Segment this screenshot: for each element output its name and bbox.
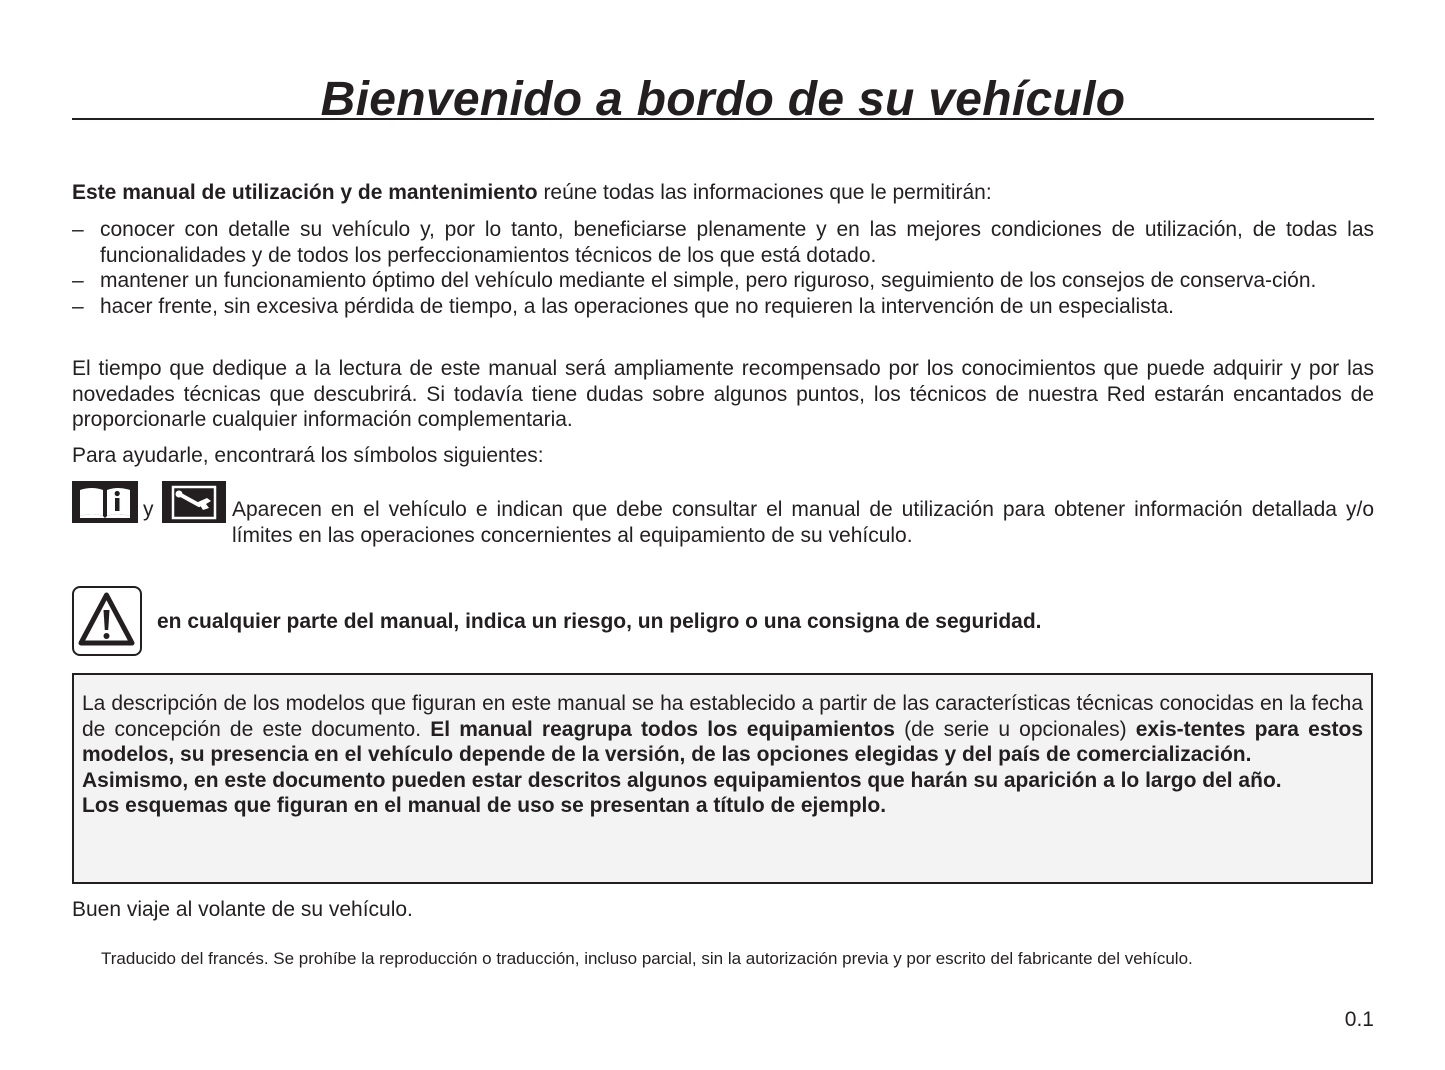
closing-line: Buen viaje al volante de su vehículo.: [72, 898, 413, 921]
notice-p1-paren: (de serie u opcionales): [894, 717, 1136, 741]
list-item: – conocer con detalle su vehículo y, por lo tanto, beneficiarse plenamente y en las mejores condiciones de utilización, de todas las funcionalidades y de todos los perfeccionamientos técnicos de los que está dotado.: [72, 217, 1374, 268]
list-item: – hacer frente, sin excesiva pérdida de tiempo, a las operaciones que no requieren la intervención de un especialista.: [72, 294, 1374, 320]
intro-bold: Este manual de utilización y de mantenimiento: [72, 181, 538, 204]
notice-p3: Los esquemas que figuran en el manual de uso se presentan a título de ejemplo.: [82, 794, 887, 817]
footer-note: Traducido del francés. Se prohíbe la reproducción o traducción, incluso parcial, sin la autorización previa y por escrito del fabricante del vehículo.: [101, 949, 1193, 968]
notice-p1-normal: La descripción de los modelos que figuran en este manual se ha establecido a partir de las características técnicas conocidas en la fecha de concepción de este documento.: [82, 692, 1363, 741]
page-title-rule: [72, 64, 1374, 126]
list-item: – mantener un funcionamiento óptimo del vehículo mediante el simple, pero riguroso, seguimiento de los consejos de conserva-ción.: [72, 268, 1374, 294]
notice-p2: Asimismo, en este documento pueden estar descritos algunos equipamientos que harán su aparición a lo largo del año.: [82, 768, 1282, 792]
book-info-icon: [72, 481, 138, 523]
notice-paragraph-1: [82, 691, 1363, 768]
notice-box: [72, 673, 1373, 884]
time-paragraph: El tiempo que dedique a la lectura de este manual será ampliamente recompensado por los conocimientos que puede adquirir y por las novedades técnicas que descubrirá. Si todavía tiene dudas sobre algunos puntos, los técnicos de nuestra Red estarán encantados de proporcionarle cualquier información complementaria.: [72, 357, 1374, 431]
page-number: 0.1: [1344, 1008, 1374, 1031]
symbols-description: Aparecen en el vehículo e indican que debe consultar el manual de utilización para obtener información detallada y/o límites en las operaciones concernientes al equipamiento de su vehículo.: [232, 498, 1374, 547]
intro-paragraph: [72, 180, 1374, 206]
page-title: Bienvenido a bordo de su vehículo: [320, 73, 1126, 126]
symbols-intro: Para ayudarle, encontrará los símbolos siguientes:: [72, 444, 544, 467]
symbol-conjunction: y: [143, 498, 154, 521]
notice-p1-bold2: exis-tentes para estos modelos, su presencia en el vehículo depende de la versión, de las opciones elegidas y del país de comercialización.: [82, 717, 1364, 766]
intro-rest: reúne todas las informaciones que le permitirán:: [537, 181, 992, 204]
warning-triangle-icon: [72, 586, 142, 656]
warning-text: en cualquier parte del manual, indica un riesgo, un peligro o una consigna de seguridad.: [157, 610, 1042, 633]
notice-paragraph-3: [82, 793, 1363, 819]
notice-p1-bold: El manual reagrupa todos los equipamientos: [430, 717, 895, 741]
notice-paragraph-2: [82, 768, 1363, 794]
wrench-icon: [162, 481, 226, 523]
bullet-list: [72, 217, 1374, 319]
